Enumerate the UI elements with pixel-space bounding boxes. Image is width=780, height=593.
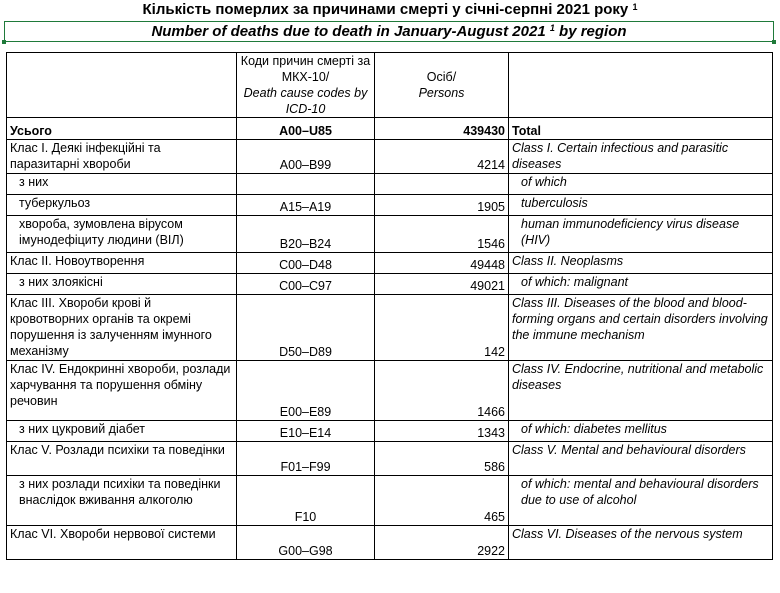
row-label-en: tuberculosis	[509, 195, 773, 216]
row-value: 2922	[375, 526, 509, 560]
row-label-en: human immunodeficiency virus disease (HIV)	[509, 216, 773, 253]
table-row	[7, 295, 773, 361]
title-ukrainian	[0, 0, 780, 20]
row-code: F01–F99	[237, 442, 375, 476]
title-en-text: Number of deaths due to death in January-August 2021	[151, 23, 546, 40]
row-value: 1905	[375, 195, 509, 216]
table-row	[7, 216, 773, 253]
deaths-table	[6, 52, 773, 560]
table-row	[7, 361, 773, 421]
row-label-uk: з них розлади психіки та поведінки внаслідок вживання алкоголю	[7, 476, 237, 526]
row-label-uk: хвороба, зумовлена вірусом імунодефіциту людини (ВІЛ)	[7, 216, 237, 253]
header-codes-en: Death cause codes by ICD-10	[243, 86, 368, 116]
row-label-en: Class III. Diseases of the blood and blood-forming organs and certain disorders involving the immune mechanism	[509, 295, 773, 361]
table-row	[7, 421, 773, 442]
row-label-en: Class V. Mental and behavioural disorders	[509, 442, 773, 476]
total-label-uk: Усього	[7, 118, 237, 140]
row-code: C00–D48	[237, 253, 375, 274]
row-label-uk: Клас VI. Хвороби нервової системи	[7, 526, 237, 560]
row-label-en: Class II. Neoplasms	[509, 253, 773, 274]
selection-handle[interactable]	[772, 40, 776, 44]
table-row	[7, 274, 773, 295]
footnote-mark-en: 1	[549, 23, 555, 33]
row-code: A00–B99	[237, 140, 375, 174]
row-code: D50–D89	[237, 295, 375, 361]
row-code: C00–C97	[237, 274, 375, 295]
table-row	[7, 140, 773, 174]
row-code: A15–A19	[237, 195, 375, 216]
total-label-en: Total	[509, 118, 773, 140]
title-english[interactable]	[4, 21, 774, 42]
row-label-en: Class VI. Diseases of the nervous system	[509, 526, 773, 560]
row-code: G00–G98	[237, 526, 375, 560]
total-value: 439430	[375, 118, 509, 140]
row-label-uk: Клас V. Розлади психіки та поведінки	[7, 442, 237, 476]
header-codes-uk: Коди причин смерті за МКХ-10/	[240, 54, 371, 84]
row-value: 49448	[375, 253, 509, 274]
header-persons	[375, 53, 509, 118]
row-label-uk: туберкульоз	[7, 195, 237, 216]
footnote-mark: 1	[632, 2, 638, 12]
header-row	[7, 53, 773, 118]
row-label-uk: з них	[7, 174, 237, 195]
row-label-uk: Клас IV. Ендокринні хвороби, розлади харчування та порушення обміну речовин	[7, 361, 237, 421]
header-cell-empty	[509, 53, 773, 118]
table-row	[7, 442, 773, 476]
row-value: 49021	[375, 274, 509, 295]
row-label-en: of which	[509, 174, 773, 195]
row-label-en: of which: mental and behavioural disorders due to use of alcohol	[509, 476, 773, 526]
row-label-uk: Клас II. Новоутворення	[7, 253, 237, 274]
table-row	[7, 195, 773, 216]
total-code: A00–U85	[237, 118, 375, 140]
row-value	[375, 174, 509, 195]
row-label-uk: з них злоякісні	[7, 274, 237, 295]
row-code: E10–E14	[237, 421, 375, 442]
title-uk-text: Кількість померлих за причинами смерті у січні-серпні 2021 року	[142, 1, 629, 18]
row-label-uk: з них цукровий діабет	[7, 421, 237, 442]
selection-handle[interactable]	[2, 40, 6, 44]
header-persons-en: Persons	[418, 86, 465, 100]
table-row	[7, 174, 773, 195]
row-label-uk: Клас I. Деякі інфекційні та паразитарні хвороби	[7, 140, 237, 174]
row-value: 142	[375, 295, 509, 361]
row-label-en: Class IV. Endocrine, nutritional and metabolic diseases	[509, 361, 773, 421]
row-value: 465	[375, 476, 509, 526]
row-value: 586	[375, 442, 509, 476]
row-value: 1466	[375, 361, 509, 421]
row-label-en: of which: diabetes mellitus	[509, 421, 773, 442]
row-value: 1343	[375, 421, 509, 442]
header-persons-uk: Осіб/	[426, 70, 457, 84]
row-label-en: of which: malignant	[509, 274, 773, 295]
header-cell-empty	[7, 53, 237, 118]
header-codes	[237, 53, 375, 118]
table-row	[7, 476, 773, 526]
row-code	[237, 174, 375, 195]
table-row	[7, 253, 773, 274]
table-row	[7, 526, 773, 560]
row-label-en: Class I. Certain infectious and parasitic diseases	[509, 140, 773, 174]
row-code: E00–E89	[237, 361, 375, 421]
row-value: 1546	[375, 216, 509, 253]
row-code: F10	[237, 476, 375, 526]
row-label-uk: Клас III. Хвороби крові й кровотворних органів та окремі порушення із залученням імунного механізму	[7, 295, 237, 361]
total-row	[7, 118, 773, 140]
title-en-suffix: by region	[559, 23, 627, 40]
row-code: B20–B24	[237, 216, 375, 253]
row-value: 4214	[375, 140, 509, 174]
